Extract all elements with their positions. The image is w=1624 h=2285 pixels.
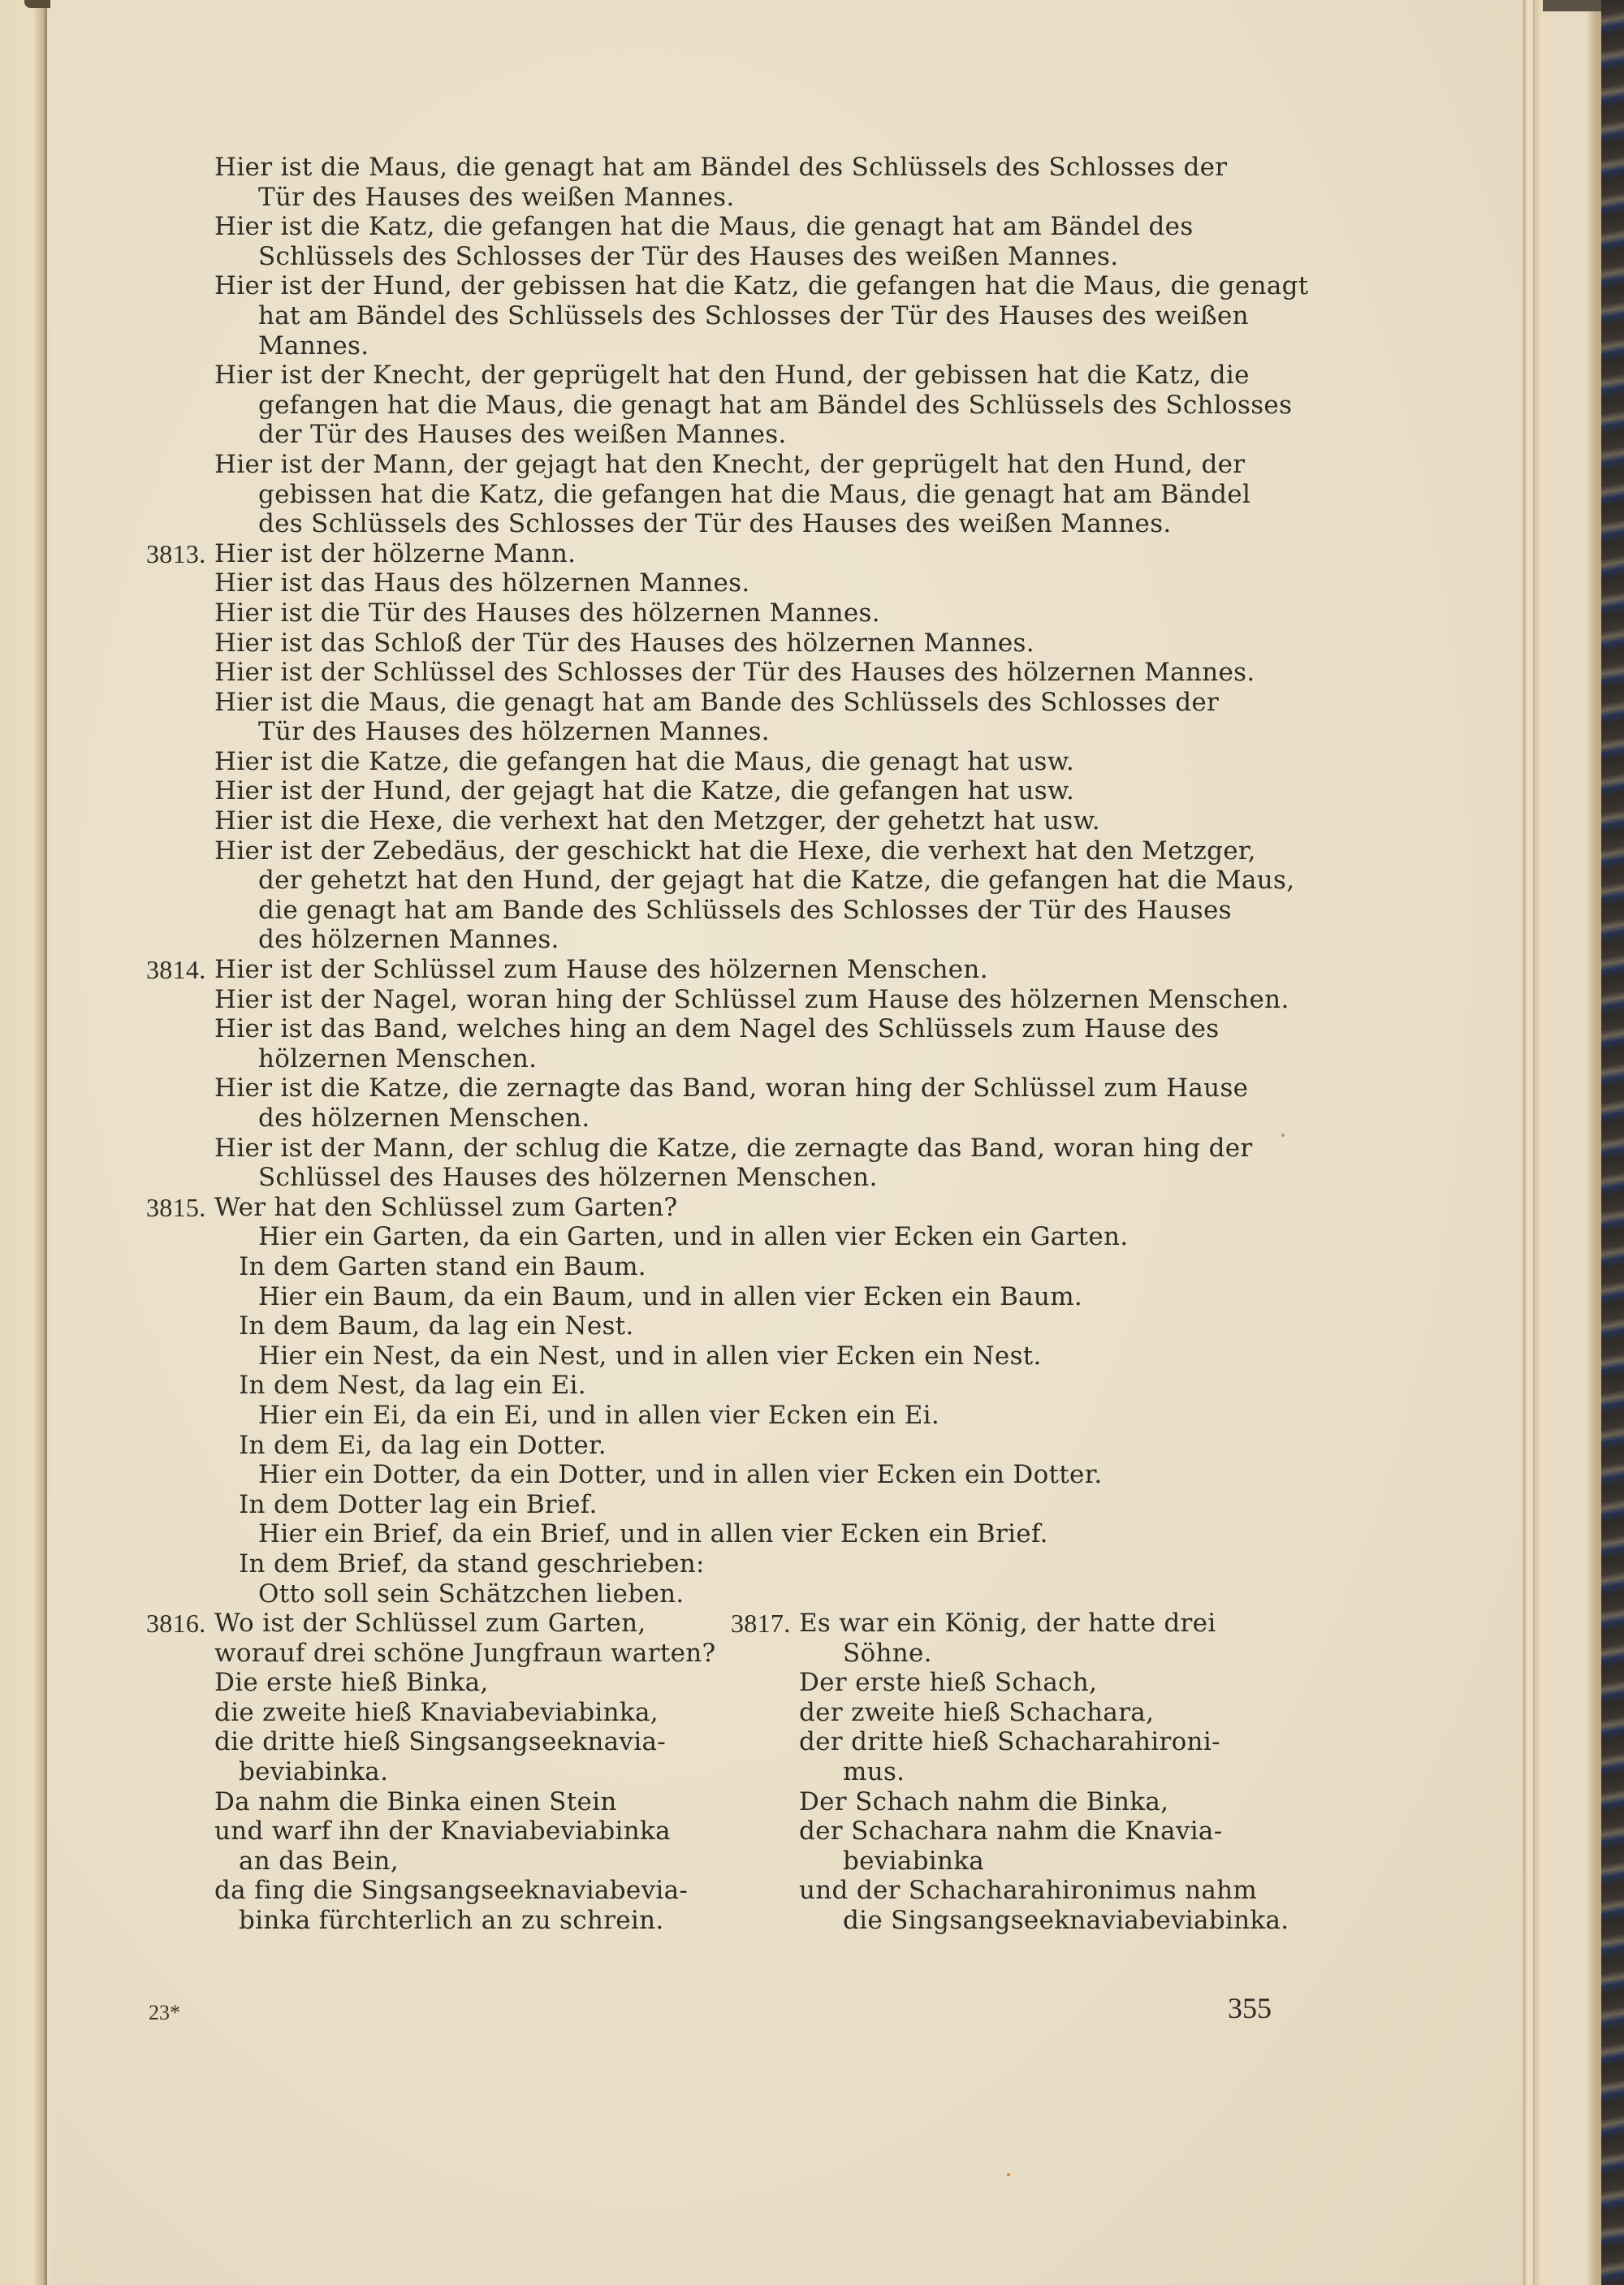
text-line: Hier ein Baum, da ein Baum, und in allen vier Ecken ein Baum. [258,1281,1083,1311]
paper-speck [1007,2173,1010,2176]
text-line: der dritte hieß Schacharahironi- [799,1727,1220,1757]
page-edge-line [1533,0,1535,2285]
page-edge-line [1523,0,1525,2285]
text-line: hölzernen Menschen. [258,1043,538,1073]
text-line: Mannes. [258,330,369,361]
text-line: Hier ist der Schlüssel zum Hause des hölzernen Menschen. [214,955,988,985]
text-line: des hölzernen Menschen. [258,1104,590,1133]
continued-entry [146,153,1309,539]
numbered-entry [146,955,1289,1193]
text-line: Hier ist die Katze, die zernagte das Band, woran hing der Schlüssel zum Hause [214,1073,1249,1104]
left-column [146,1609,731,1936]
text-line: beviabinka. [239,1757,389,1787]
facing-page-edge [0,0,47,2285]
text-line: Hier ist der Mann, der schlug die Katze, die zernagte das Band, woran hing der [214,1133,1253,1163]
text-line: Hier ist das Haus des hölzernen Mannes. [214,568,750,598]
text-line: worauf drei schöne Jungfraun warten? [214,1638,716,1668]
text-line: Hier ist der Schlüssel des Schlosses der Tür des Hauses des hölzernen Mannes. [214,658,1255,688]
text-line: der Tür des Hauses des weißen Mannes. [258,420,787,450]
text-line: Hier ein Dotter, da ein Dotter, und in allen vier Ecken ein Dotter. [258,1460,1103,1490]
text-line: Hier ist die Katze, die gefangen hat die Maus, die genagt hat usw. [214,746,1075,776]
text-line: Schlüssel des Hauses des hölzernen Menschen. [258,1163,878,1193]
text-line: Söhne. [843,1638,932,1668]
text-line: Der Schach nahm die Binka, [799,1786,1169,1816]
text-line: gefangen hat die Maus, die genagt hat am Bändel des Schlüssels des Schlosses [258,390,1293,420]
text-line: die zweite hieß Knaviabeviabinka, [214,1697,659,1727]
text-line: In dem Ei, da lag ein Dotter. [239,1430,607,1460]
numbered-entry [146,1193,1283,1609]
text-line: des hölzernen Mannes. [258,925,559,955]
page-text [146,153,1309,1936]
text-line: Tür des Hauses des weißen Mannes. [258,182,735,212]
text-line: Hier ist die Tür des Hauses des hölzernen Mannes. [214,598,880,628]
text-line: beviabinka [843,1846,985,1876]
entry-number: 3816. [146,1609,206,1639]
text-line: Wer hat den Schlüssel zum Garten? [214,1192,678,1222]
text-line: Hier ist die Katz, die gefangen hat die Maus, die genagt hat am Bändel des [214,212,1194,242]
text-line: In dem Baum, da lag ein Nest. [239,1311,634,1341]
text-line: des Schlüssels des Schlosses der Tür des Hauses des weißen Mannes. [258,509,1172,539]
text-line: hat am Bändel des Schlüssels des Schlosses der Tür des Hauses des weißen [258,300,1249,330]
entries-list [146,538,1295,1609]
text-line: Die erste hieß Binka, [214,1668,489,1698]
text-line: Hier ist der Nagel, woran hing der Schlüssel zum Hause des hölzernen Menschen. [214,984,1289,1014]
numbered-entry [146,538,1295,955]
text-line: Hier ein Ei, da ein Ei, und in allen vier Ecken ein Ei. [258,1400,940,1430]
text-line: Hier ist der Mann, der gejagt hat den Knecht, der geprügelt hat den Hund, der [214,449,1246,479]
text-line: Hier ist das Schloß der Tür des Hauses des hölzernen Mannes. [214,628,1034,658]
text-line: Hier ein Brief, da ein Brief, und in allen vier Ecken ein Brief. [258,1519,1048,1549]
right-column [731,1609,1289,1936]
text-line: In dem Garten stand ein Baum. [239,1251,646,1281]
text-line: Hier ist das Band, welches hing an dem Nagel des Schlüssels zum Hause des [214,1014,1220,1044]
text-line: Hier ist die Maus, die genagt hat am Bande des Schlüssels des Schlosses der [214,687,1220,717]
text-line: und der Schacharahironimus nahm [799,1876,1258,1906]
text-line: die genagt hat am Bande des Schlüssels des Schlosses der Tür des Hauses [258,895,1232,925]
text-line: der gehetzt hat den Hund, der gejagt hat die Katze, die gefangen hat die Maus, [258,866,1295,896]
entry-number: 3813. [146,538,206,568]
page-number: 355 [1228,1992,1272,2024]
text-line: Schlüssels des Schlosses der Tür des Hauses des weißen Mannes. [258,241,1119,271]
signature-mark: 23* [149,2001,180,2024]
text-line: und warf ihn der Knaviabeviabinka [214,1816,671,1847]
text-line: mus. [843,1757,905,1787]
text-line: Hier ein Nest, da ein Nest, und in allen vier Ecken ein Nest. [258,1341,1042,1371]
entry-number: 3817. [731,1609,791,1639]
text-line: der Schachara nahm die Knavia- [799,1816,1223,1847]
text-line: die Singsangseeknaviabeviabinka. [843,1906,1289,1936]
text-line: binka fürchterlich an zu schrein. [239,1906,664,1936]
text-line: Hier ist der Zebedäus, der geschickt hat die Hexe, die verhext hat den Metzger, [214,836,1256,866]
text-line: Hier ist der Knecht, der geprügelt hat den Hund, der gebissen hat die Katz, die [214,361,1250,391]
entry-number: 3814. [146,955,206,985]
numbered-entry [731,1609,1289,1936]
text-line: die dritte hieß Singsangseeknavia- [214,1727,667,1757]
text-line: der zweite hieß Schachara, [799,1697,1155,1727]
text-line: Es war ein König, der hatte drei [799,1609,1216,1639]
text-line: In dem Brief, da stand geschrieben: [239,1549,705,1579]
text-line: Hier ein Garten, da ein Garten, und in allen vier Ecken ein Garten. [258,1222,1129,1252]
text-line: Hier ist die Maus, die genagt hat am Bändel des Schlüssels des Schlosses der [214,153,1228,182]
text-line: Hier ist der hölzerne Mann. [214,538,577,568]
text-line: In dem Nest, da lag ein Ei. [239,1371,586,1401]
text-line: Hier ist der Hund, der gejagt hat die Katze, die gefangen hat usw. [214,776,1075,806]
text-line: Otto soll sein Schätzchen lieben. [258,1579,685,1609]
text-line: Wo ist der Schlüssel zum Garten, [214,1609,646,1639]
text-line: Hier ist der Hund, der gebissen hat die Katz, die gefangen hat die Maus, die genagt [214,271,1309,301]
marbled-book-cover [1601,0,1624,2285]
numbered-entry [146,1609,731,1936]
text-line: Tür des Hauses des hölzernen Mannes. [258,717,770,747]
two-column-section [146,1609,1289,1936]
text-line: gebissen hat die Katz, die gefangen hat die Maus, die genagt hat am Bändel [258,479,1251,509]
text-line: Hier ist die Hexe, die verhext hat den Metzger, der gehetzt hat usw. [214,806,1100,836]
text-line: In dem Dotter lag ein Brief. [239,1489,598,1519]
text-line: Der erste hieß Schach, [799,1668,1098,1698]
text-line: Da nahm die Binka einen Stein [214,1786,617,1816]
text-line: an das Bein, [239,1846,399,1876]
entry-number: 3815. [146,1192,206,1222]
text-line: da fing die Singsangseeknaviabevia- [214,1876,689,1906]
